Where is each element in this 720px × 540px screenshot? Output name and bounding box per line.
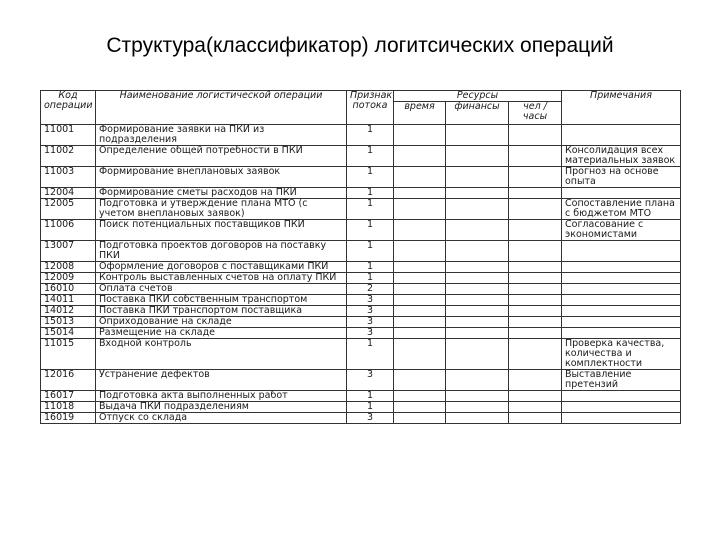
code-cell: 11018 — [41, 402, 96, 413]
manhours-cell — [509, 402, 562, 413]
code-cell: 14012 — [41, 306, 96, 317]
manhours-cell — [509, 391, 562, 402]
flow-sign-cell: 1 — [347, 339, 394, 370]
flow-sign-cell: 3 — [347, 370, 394, 391]
manhours-cell — [509, 284, 562, 295]
time-cell — [394, 262, 446, 273]
manhours-cell — [509, 317, 562, 328]
operation-name-cell: Размещение на складе — [96, 328, 347, 339]
code-cell: 14011 — [41, 295, 96, 306]
operation-name-cell: Подготовка и утверждение плана МТО (с учетом внеплановых заявок) — [96, 199, 347, 220]
note-cell — [562, 262, 681, 273]
operation-name-cell: Формирование заявки на ПКИ из подразделения — [96, 125, 347, 146]
note-cell — [562, 273, 681, 284]
table-row — [41, 413, 681, 424]
flow-sign-cell: 1 — [347, 402, 394, 413]
note-cell — [562, 284, 681, 295]
code-cell: 15013 — [41, 317, 96, 328]
flow-sign-cell: 1 — [347, 188, 394, 199]
finance-cell — [446, 306, 509, 317]
finance-cell — [446, 413, 509, 424]
note-cell: Сопоставление плана с бюджетом МТО — [562, 199, 681, 220]
finance-cell — [446, 262, 509, 273]
finance-cell — [446, 317, 509, 328]
time-cell — [394, 125, 446, 146]
finance-cell — [446, 391, 509, 402]
finance-cell — [446, 402, 509, 413]
time-cell — [394, 220, 446, 241]
flow-sign-cell: 1 — [347, 262, 394, 273]
flow-sign-cell: 1 — [347, 146, 394, 167]
code-cell: 16019 — [41, 413, 96, 424]
time-cell — [394, 306, 446, 317]
table-row — [41, 262, 681, 273]
finance-cell — [446, 273, 509, 284]
operation-name-cell: Поставка ПКИ транспортом поставщика — [96, 306, 347, 317]
finance-cell — [446, 284, 509, 295]
manhours-cell — [509, 199, 562, 220]
manhours-cell — [509, 306, 562, 317]
flow-sign-cell: 3 — [347, 317, 394, 328]
header-resources: Ресурсы — [394, 91, 562, 102]
operation-name-cell: Оприходование на складе — [96, 317, 347, 328]
table-row — [41, 146, 681, 167]
manhours-cell — [509, 339, 562, 370]
manhours-cell — [509, 146, 562, 167]
manhours-cell — [509, 295, 562, 306]
finance-cell — [446, 295, 509, 306]
finance-cell — [446, 370, 509, 391]
finance-cell — [446, 146, 509, 167]
flow-sign-cell: 1 — [347, 167, 394, 188]
note-cell: Прогноз на основе опыта — [562, 167, 681, 188]
table-row — [41, 295, 681, 306]
operation-name-cell: Выдача ПКИ подразделениям — [96, 402, 347, 413]
flow-sign-cell: 1 — [347, 273, 394, 284]
code-cell: 11001 — [41, 125, 96, 146]
table-row — [41, 241, 681, 262]
finance-cell — [446, 167, 509, 188]
header-time: время — [394, 102, 446, 125]
note-cell — [562, 413, 681, 424]
note-cell — [562, 188, 681, 199]
header-finance: финансы — [446, 102, 509, 125]
time-cell — [394, 241, 446, 262]
note-cell: Консолидация всех материальных заявок — [562, 146, 681, 167]
manhours-cell — [509, 241, 562, 262]
manhours-cell — [509, 413, 562, 424]
flow-sign-cell: 2 — [347, 284, 394, 295]
note-cell — [562, 241, 681, 262]
table-row — [41, 167, 681, 188]
note-cell — [562, 295, 681, 306]
operation-name-cell: Входной контроль — [96, 339, 347, 370]
operation-name-cell: Определение общей потребности в ПКИ — [96, 146, 347, 167]
note-cell — [562, 125, 681, 146]
table-row — [41, 328, 681, 339]
table-row — [41, 284, 681, 295]
code-cell: 13007 — [41, 241, 96, 262]
code-cell: 11006 — [41, 220, 96, 241]
time-cell — [394, 339, 446, 370]
code-cell: 12004 — [41, 188, 96, 199]
header-manhours: чел / часы — [509, 102, 562, 125]
time-cell — [394, 284, 446, 295]
finance-cell — [446, 328, 509, 339]
flow-sign-cell: 1 — [347, 241, 394, 262]
time-cell — [394, 295, 446, 306]
time-cell — [394, 199, 446, 220]
time-cell — [394, 328, 446, 339]
code-cell: 11002 — [41, 146, 96, 167]
code-cell: 15014 — [41, 328, 96, 339]
finance-cell — [446, 339, 509, 370]
table-row — [41, 317, 681, 328]
finance-cell — [446, 220, 509, 241]
time-cell — [394, 391, 446, 402]
time-cell — [394, 167, 446, 188]
flow-sign-cell: 1 — [347, 125, 394, 146]
code-cell: 12009 — [41, 273, 96, 284]
table-row — [41, 125, 681, 146]
manhours-cell — [509, 125, 562, 146]
note-cell — [562, 306, 681, 317]
header-code: Код операции — [41, 91, 96, 125]
table-body — [41, 125, 681, 424]
time-cell — [394, 273, 446, 284]
operation-name-cell: Оплата счетов — [96, 284, 347, 295]
operation-name-cell: Поиск потенциальных поставщиков ПКИ — [96, 220, 347, 241]
operation-name-cell: Устранение дефектов — [96, 370, 347, 391]
finance-cell — [446, 125, 509, 146]
operation-name-cell: Отпуск со склада — [96, 413, 347, 424]
time-cell — [394, 146, 446, 167]
note-cell — [562, 391, 681, 402]
table-row — [41, 273, 681, 284]
header-sign: Признак потока — [347, 91, 394, 125]
code-cell: 11003 — [41, 167, 96, 188]
table-row — [41, 391, 681, 402]
table-row — [41, 402, 681, 413]
manhours-cell — [509, 273, 562, 284]
note-cell: Проверка качества, количества и комплектности — [562, 339, 681, 370]
manhours-cell — [509, 220, 562, 241]
finance-cell — [446, 199, 509, 220]
operation-name-cell: Контроль выставленных счетов на оплату ПКИ — [96, 273, 347, 284]
header-name: Наименование логистической операции — [96, 91, 347, 125]
manhours-cell — [509, 370, 562, 391]
flow-sign-cell: 1 — [347, 391, 394, 402]
slide-title: Структура(классификатор) логитсических операций — [106, 34, 614, 57]
code-cell: 12008 — [41, 262, 96, 273]
operation-name-cell: Формирование внеплановых заявок — [96, 167, 347, 188]
flow-sign-cell: 3 — [347, 328, 394, 339]
code-cell: 16017 — [41, 391, 96, 402]
operation-name-cell: Подготовка проектов договоров на поставку ПКИ — [96, 241, 347, 262]
manhours-cell — [509, 262, 562, 273]
flow-sign-cell: 3 — [347, 413, 394, 424]
finance-cell — [446, 241, 509, 262]
manhours-cell — [509, 167, 562, 188]
note-cell — [562, 328, 681, 339]
table-row — [41, 220, 681, 241]
operation-name-cell: Оформление договоров с поставщиками ПКИ — [96, 262, 347, 273]
note-cell — [562, 402, 681, 413]
code-cell: 12005 — [41, 199, 96, 220]
time-cell — [394, 188, 446, 199]
time-cell — [394, 402, 446, 413]
finance-cell — [446, 188, 509, 199]
operation-name-cell: Поставка ПКИ собственным транспортом — [96, 295, 347, 306]
table-row — [41, 370, 681, 391]
table-row — [41, 188, 681, 199]
operation-name-cell: Подготовка акта выполненных работ — [96, 391, 347, 402]
code-cell: 11015 — [41, 339, 96, 370]
table-row — [41, 306, 681, 317]
table-row — [41, 339, 681, 370]
note-cell: Согласование с экономистами — [562, 220, 681, 241]
time-cell — [394, 317, 446, 328]
logistics-operations-table — [40, 90, 681, 424]
code-cell: 16010 — [41, 284, 96, 295]
note-cell — [562, 317, 681, 328]
time-cell — [394, 413, 446, 424]
code-cell: 12016 — [41, 370, 96, 391]
table-row — [41, 199, 681, 220]
operation-name-cell: Формирование сметы расходов на ПКИ — [96, 188, 347, 199]
manhours-cell — [509, 188, 562, 199]
header-notes: Примечания — [562, 91, 681, 125]
flow-sign-cell: 3 — [347, 306, 394, 317]
manhours-cell — [509, 328, 562, 339]
flow-sign-cell: 1 — [347, 220, 394, 241]
time-cell — [394, 370, 446, 391]
flow-sign-cell: 1 — [347, 199, 394, 220]
note-cell: Выставление претензий — [562, 370, 681, 391]
flow-sign-cell: 3 — [347, 295, 394, 306]
